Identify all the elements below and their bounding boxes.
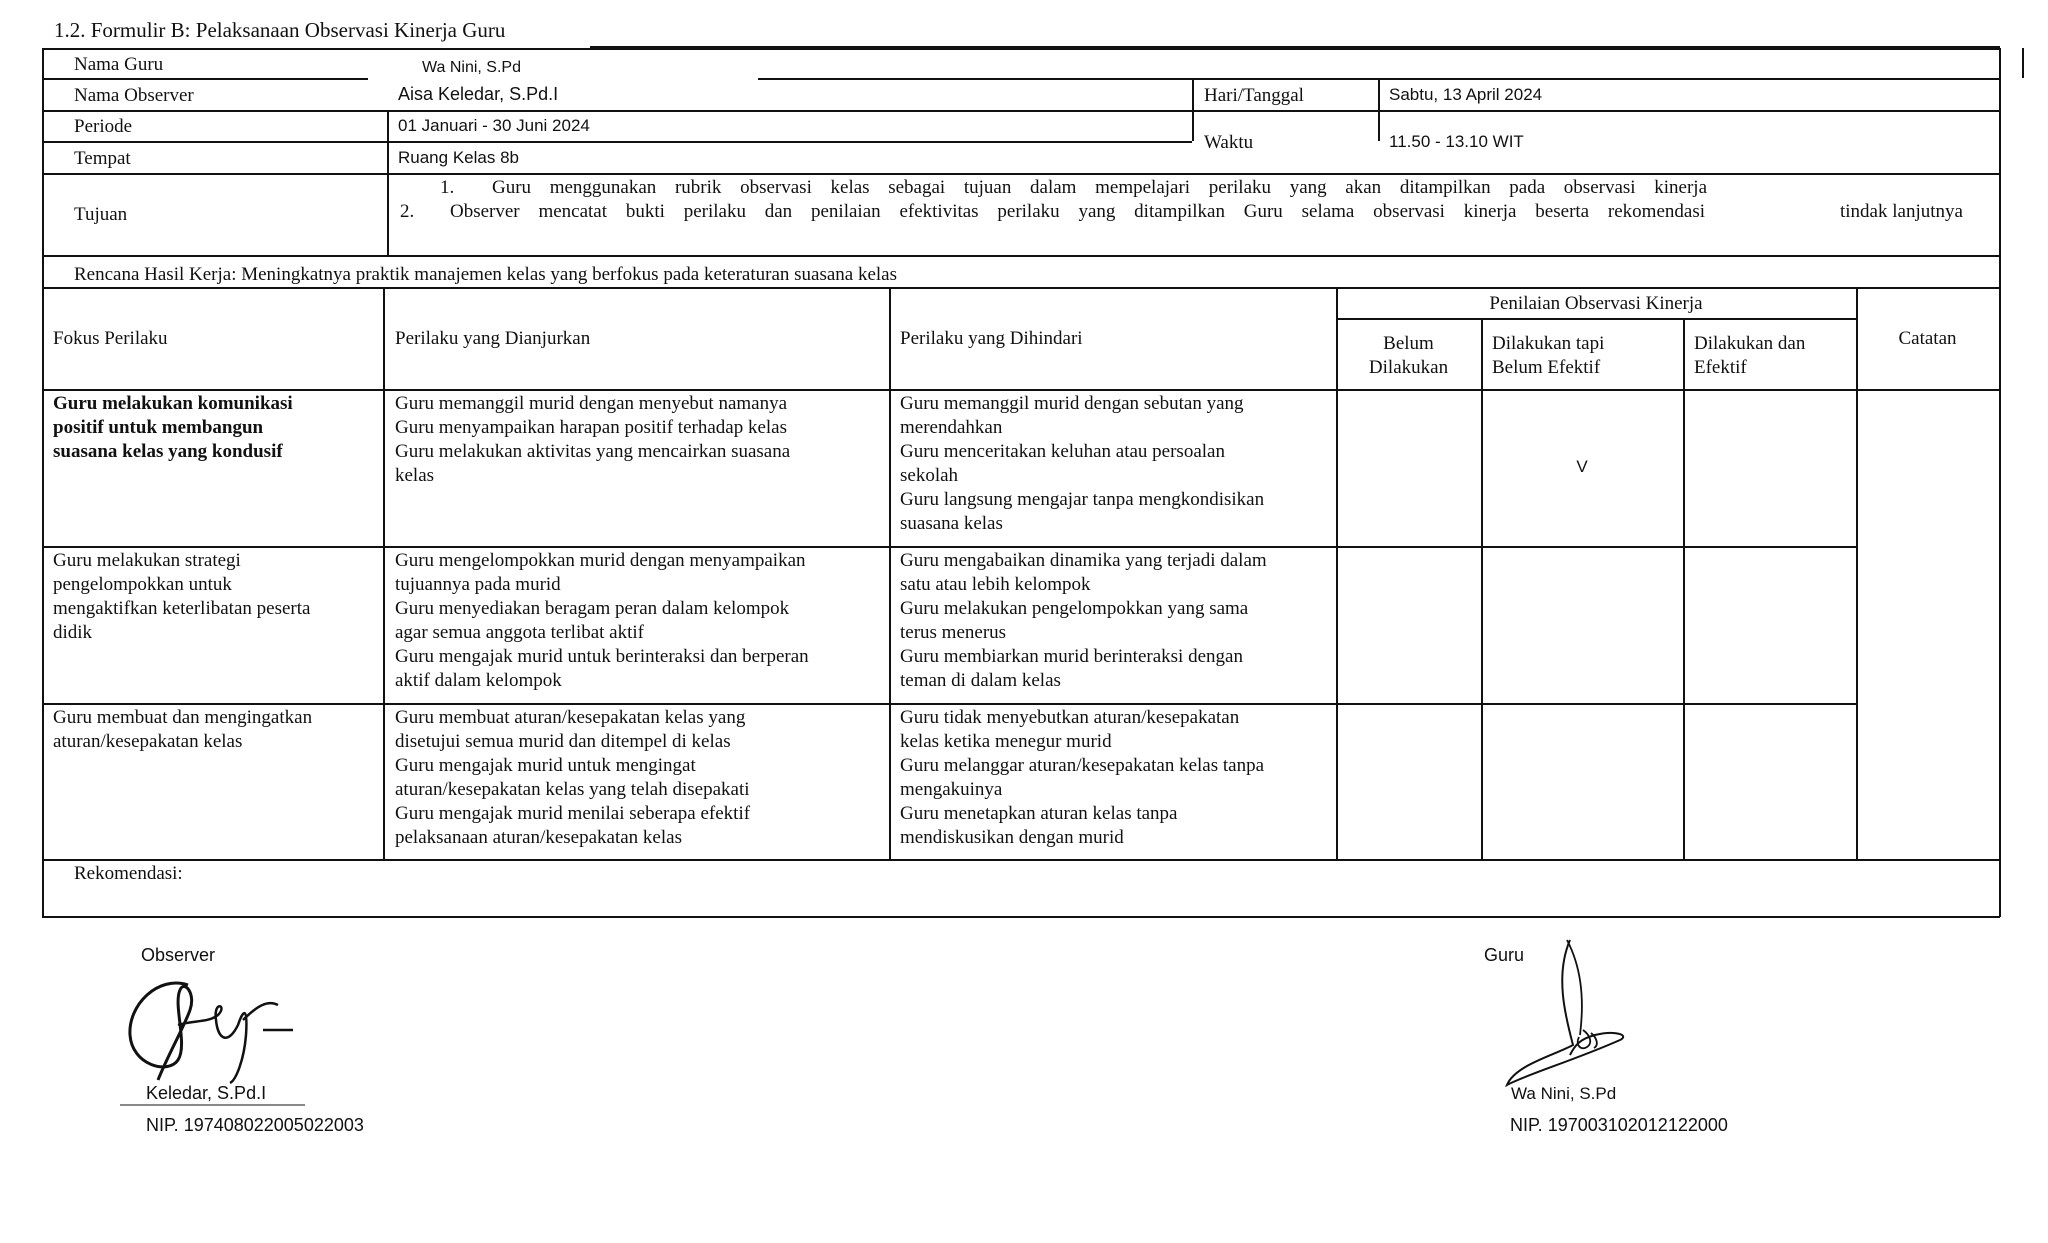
row-2-dihindari-line: Guru mengabaikan dinamika yang terjadi dalam bbox=[900, 550, 1267, 571]
col-line-4 bbox=[1481, 318, 1483, 859]
row-3-dianjurkan-line: disetujui semua murid dan ditempel di kelas bbox=[395, 731, 731, 752]
row-3-dianjurkan-line: aturan/kesepakatan kelas yang telah disepakati bbox=[395, 779, 750, 800]
row-3-dihindari bbox=[900, 706, 1264, 850]
row-1-bottom bbox=[42, 546, 1857, 548]
info-border-top bbox=[42, 48, 2000, 50]
row-3-fokus bbox=[53, 706, 312, 754]
row-2-fokus-line: Guru melakukan strategi bbox=[53, 550, 241, 571]
col-line-1 bbox=[383, 287, 385, 859]
header-belum-line-2: Dilakukan bbox=[1368, 357, 1449, 378]
observer-nip: NIP. 197408022005022003 bbox=[146, 1115, 364, 1135]
row-2-dianjurkan-line: Guru menyediakan beragam peran dalam kelompok bbox=[395, 598, 790, 619]
observer-label: Observer bbox=[141, 945, 216, 965]
observer-signature-icon bbox=[118, 965, 298, 1095]
row-2-dianjurkan bbox=[395, 549, 809, 693]
header-tapi bbox=[1492, 332, 1604, 380]
row-1-dihindari-line: Guru langsung mengajar tanpa mengkondisikan bbox=[900, 489, 1265, 510]
info-line-1a bbox=[42, 78, 368, 80]
tujuan-item-1-text: Guru menggunakan rubrik observasi kelas sebagai tujuan dalam mempelajari perilaku yang akan ditampilkan pada observasi kinerja bbox=[492, 177, 1707, 198]
row-2-dihindari-line: Guru melakukan pengelompokkan yang sama bbox=[900, 598, 1249, 619]
guru-label: Guru bbox=[1484, 945, 1525, 965]
row-1-check-mark: V bbox=[1576, 457, 1588, 476]
edge-mark bbox=[2022, 48, 2024, 78]
page-title-text: 1.2. Formulir B: Pelaksanaan Observasi Kinerja Guru bbox=[54, 18, 506, 42]
row-1-fokus-line: positif untuk membangun bbox=[53, 417, 264, 438]
nama-observer-label: Nama Observer bbox=[74, 85, 194, 106]
tujuan-item-1-num: 1. bbox=[440, 177, 455, 198]
header-tapi-line-2: Belum Efektif bbox=[1492, 357, 1601, 378]
info-divider-3 bbox=[1378, 78, 1380, 141]
row-2-fokus-line: pengelompokkan untuk bbox=[53, 574, 232, 595]
row-3-dihindari-line: Guru melanggar aturan/kesepakatan kelas tanpa bbox=[900, 755, 1265, 776]
header-efektif bbox=[1694, 332, 1805, 380]
row-2-dianjurkan-line: aktif dalam kelompok bbox=[395, 670, 562, 691]
hari-tanggal-value: Sabtu, 13 April 2024 bbox=[1389, 85, 1543, 104]
info-line-4 bbox=[42, 173, 2000, 175]
tujuan-label: Tujuan bbox=[74, 204, 128, 225]
page-title bbox=[54, 18, 505, 42]
header-fokus: Fokus Perilaku bbox=[53, 328, 168, 349]
tujuan-item-2-text: Observer mencatat bukti perilaku dan penilaian efektivitas perilaku yang ditampilkan Guru selama observasi kinerja beserta rekomendasi bbox=[450, 201, 1705, 222]
row-2-dianjurkan-line: Guru mengajak murid untuk berinteraksi dan berperan bbox=[395, 646, 809, 667]
row-1-dianjurkan-line: kelas bbox=[395, 465, 435, 486]
waktu-label: Waktu bbox=[1204, 132, 1254, 153]
periode-label: Periode bbox=[74, 116, 133, 137]
row-1-dihindari-line: sekolah bbox=[900, 465, 959, 486]
row-2-dihindari-line: teman di dalam kelas bbox=[900, 670, 1061, 691]
row-3-fokus-line: Guru membuat dan mengingatkan bbox=[53, 707, 313, 728]
header-belum-line-1: Belum bbox=[1383, 333, 1434, 354]
row-3-bottom bbox=[42, 859, 2000, 861]
header-dianjurkan: Perilaku yang Dianjurkan bbox=[395, 328, 591, 349]
waktu-value: 11.50 - 13.10 WIT bbox=[1389, 132, 1524, 151]
table-border-bottom bbox=[42, 916, 2000, 918]
nama-guru-value: Wa Nini, S.Pd bbox=[422, 59, 521, 76]
nama-observer-value: Aisa Keledar, S.Pd.I bbox=[398, 84, 559, 104]
observer-signature-line bbox=[120, 1104, 305, 1106]
col-line-6 bbox=[1856, 287, 1858, 859]
header-belum bbox=[1336, 332, 1481, 380]
row-1-fokus-line: Guru melakukan komunikasi bbox=[53, 393, 293, 414]
info-line-5 bbox=[42, 255, 2000, 257]
row-2-dianjurkan-line: tujuannya pada murid bbox=[395, 574, 561, 595]
info-divider-2 bbox=[1192, 78, 1194, 141]
row-3-dihindari-line: Guru tidak menyebutkan aturan/kesepakatan bbox=[900, 707, 1240, 728]
row-2-fokus bbox=[53, 549, 310, 645]
guru-name: Wa Nini, S.Pd bbox=[1511, 1084, 1617, 1103]
info-divider bbox=[387, 110, 389, 255]
tujuan-item-2-tail: tindak lanjutnya bbox=[1840, 201, 1963, 222]
row-2-fokus-line: mengaktifkan keterlibatan peserta bbox=[53, 598, 311, 619]
table-header-bottom bbox=[42, 389, 2000, 391]
tujuan-item-2-num: 2. bbox=[400, 201, 415, 222]
row-3-dianjurkan-line: Guru mengajak murid menilai seberapa efektif bbox=[395, 803, 751, 824]
row-3-dianjurkan-line: Guru membuat aturan/kesepakatan kelas yang bbox=[395, 707, 746, 728]
row-3-dihindari-line: Guru menetapkan aturan kelas tanpa bbox=[900, 803, 1178, 824]
rekomendasi-label: Rekomendasi: bbox=[74, 863, 183, 884]
header-catatan: Catatan bbox=[1898, 328, 1957, 349]
periode-value: 01 Januari - 30 Juni 2024 bbox=[398, 116, 590, 135]
info-line-3 bbox=[42, 141, 1192, 143]
guru-signature-icon bbox=[1495, 935, 1635, 1090]
row-2-bottom bbox=[42, 703, 1857, 705]
tempat-label: Tempat bbox=[74, 148, 131, 169]
row-2-dianjurkan-line: Guru mengelompokkan murid dengan menyampaikan bbox=[395, 550, 806, 571]
info-line-2 bbox=[42, 110, 2000, 112]
row-2-dihindari-line: satu atau lebih kelompok bbox=[900, 574, 1091, 595]
frame-right bbox=[1999, 48, 2001, 917]
row-1-dianjurkan-line: Guru menyampaikan harapan positif terhadap kelas bbox=[395, 417, 787, 438]
header-penilaian: Penilaian Observasi Kinerja bbox=[1489, 293, 1703, 314]
guru-nip: NIP. 197003102012122000 bbox=[1510, 1115, 1728, 1135]
row-1-dihindari-line: Guru memanggil murid dengan sebutan yang bbox=[900, 393, 1244, 414]
row-3-dianjurkan bbox=[395, 706, 750, 850]
row-1-dihindari-line: Guru menceritakan keluhan atau persoalan bbox=[900, 441, 1225, 462]
header-dihindari: Perilaku yang Dihindari bbox=[900, 328, 1083, 349]
tempat-value: Ruang Kelas 8b bbox=[398, 148, 519, 167]
observer-name: Keledar, S.Pd.I bbox=[146, 1083, 267, 1103]
row-1-dihindari-line: suasana kelas bbox=[900, 513, 1003, 534]
row-3-dianjurkan-line: Guru mengajak murid untuk mengingat bbox=[395, 755, 696, 776]
row-1-dianjurkan-line: Guru memanggil murid dengan menyebut namanya bbox=[395, 393, 788, 414]
row-2-fokus-line: didik bbox=[53, 622, 93, 643]
table-border-top bbox=[42, 287, 2000, 289]
rencana-hasil-kerja: Rencana Hasil Kerja: Meningkatnya praktik manajemen kelas yang berfokus pada keteraturan suasana kelas bbox=[74, 264, 898, 285]
row-3-fokus-line: aturan/kesepakatan kelas bbox=[53, 731, 243, 752]
row-3-dihindari-line: mengakuinya bbox=[900, 779, 1003, 800]
nama-guru-label: Nama Guru bbox=[74, 54, 164, 75]
penilaian-subheader-line bbox=[1336, 318, 1856, 320]
row-1-fokus-line: suasana kelas yang kondusif bbox=[53, 441, 283, 462]
row-1-dihindari-line: merendahkan bbox=[900, 417, 1003, 438]
row-2-dihindari-line: terus menerus bbox=[900, 622, 1007, 643]
col-line-2 bbox=[889, 287, 891, 859]
col-line-5 bbox=[1683, 318, 1685, 859]
row-3-dihindari-line: kelas ketika menegur murid bbox=[900, 731, 1112, 752]
frame-left bbox=[42, 48, 44, 917]
header-efektif-line-1: Dilakukan dan bbox=[1694, 333, 1806, 354]
header-tapi-line-1: Dilakukan tapi bbox=[1492, 333, 1605, 354]
row-3-dianjurkan-line: pelaksanaan aturan/kesepakatan kelas bbox=[395, 827, 682, 848]
header-efektif-line-2: Efektif bbox=[1694, 357, 1747, 378]
row-2-dihindari bbox=[900, 549, 1267, 693]
row-1-dihindari bbox=[900, 392, 1264, 536]
hari-tanggal-label: Hari/Tanggal bbox=[1204, 85, 1304, 106]
row-1-dianjurkan-line: Guru melakukan aktivitas yang mencairkan suasana bbox=[395, 441, 791, 462]
row-3-dihindari-line: mendiskusikan dengan murid bbox=[900, 827, 1124, 848]
row-2-dihindari-line: Guru membiarkan murid berinteraksi dengan bbox=[900, 646, 1243, 667]
row-2-dianjurkan-line: agar semua anggota terlibat aktif bbox=[395, 622, 645, 643]
row-1-dianjurkan bbox=[395, 392, 790, 488]
row-1-fokus bbox=[53, 392, 293, 464]
